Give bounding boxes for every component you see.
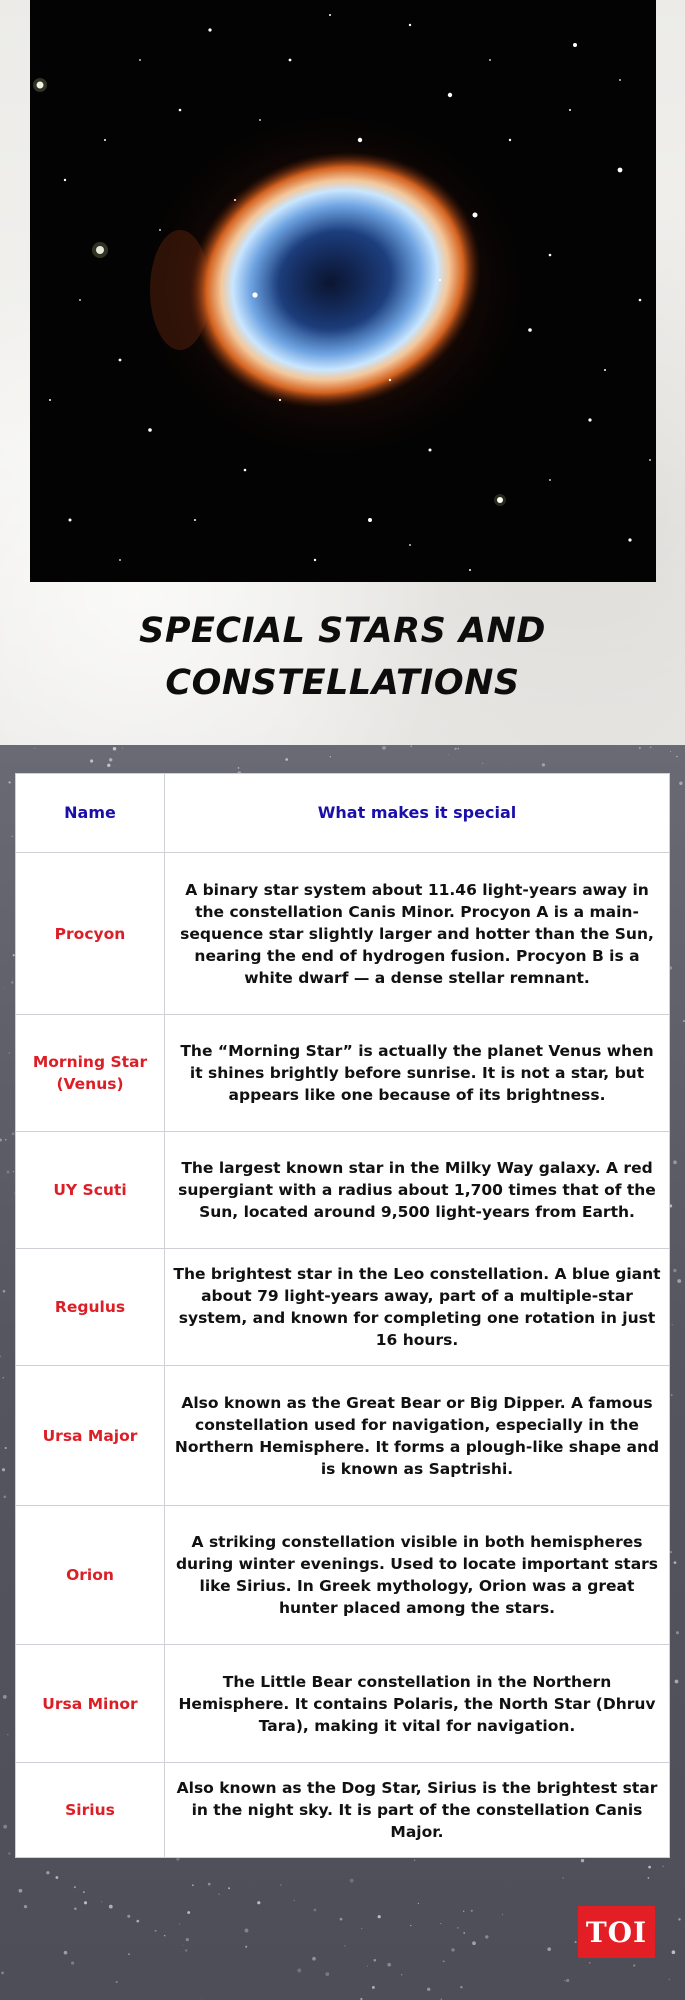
background-speckle <box>7 1734 8 1735</box>
background-speckle <box>101 1901 102 1902</box>
background-speckle <box>9 781 11 783</box>
table-row <box>16 1763 670 1858</box>
background-speckle <box>8 1852 10 1854</box>
background-speckle <box>463 1932 465 1934</box>
header-section <box>0 0 685 745</box>
background-speckle <box>472 1941 476 1945</box>
background-speckle <box>676 756 678 758</box>
background-speckle <box>285 758 288 761</box>
background-speckle <box>482 763 483 764</box>
background-speckle <box>83 1891 85 1893</box>
title-line-2: CONSTELLATIONS <box>165 663 520 703</box>
background-speckle <box>3 1495 6 1498</box>
background-speckle <box>127 1915 130 1918</box>
background-speckle <box>673 1269 676 1272</box>
background-speckle <box>581 1859 584 1862</box>
background-speckle <box>427 1988 430 1991</box>
background-speckle <box>463 1911 464 1912</box>
background-speckle <box>671 1394 673 1396</box>
background-speckle <box>136 1920 139 1923</box>
background-speckle <box>1 1972 4 1975</box>
background-speckle <box>34 748 35 749</box>
star-description: The brightest star in the Leo constellation. A blue giant about 79 light-years away, part of a multiple-star system, and known for completing one rotation in just 16 hours. <box>165 1249 670 1366</box>
background-speckle <box>5 1447 7 1449</box>
table-row <box>16 1645 670 1763</box>
background-speckle <box>440 1923 441 1924</box>
column-header-name: Name <box>16 774 165 853</box>
stars-table <box>15 773 670 1858</box>
star-description: Also known as the Dog Star, Sirius is the brightest star in the night sky. It is part of the constellation Canis Major. <box>165 1763 670 1858</box>
background-speckle <box>182 1945 183 1946</box>
background-speckle <box>55 1876 58 1879</box>
background-speckle <box>672 1324 673 1325</box>
title-line-1: SPECIAL STARS AND <box>139 611 546 651</box>
background-speckle <box>12 836 13 837</box>
table-row <box>16 853 670 1015</box>
background-speckle <box>676 1631 679 1634</box>
background-speckle <box>294 1900 295 1901</box>
background-speckle <box>3 1825 7 1829</box>
background-speckle <box>4 988 5 989</box>
background-speckle <box>71 1962 74 1965</box>
background-speckle <box>575 1941 577 1943</box>
background-speckle <box>411 746 412 747</box>
star-description: A striking constellation visible in both hemispheres during winter evenings. Used to locate important stars like Sirius. In Greek mythology, Orion was a great hunter placed among the stars. <box>165 1506 670 1645</box>
star-name: Morning Star (Venus) <box>16 1015 165 1132</box>
background-speckle <box>410 1925 411 1926</box>
background-speckle <box>208 1883 211 1886</box>
column-header-special: What makes it special <box>165 774 670 853</box>
background-speckle <box>74 1886 76 1888</box>
table-row <box>16 1366 670 1506</box>
background-speckle <box>113 747 117 751</box>
background-speckle <box>564 1980 565 1981</box>
table-row <box>16 1249 670 1366</box>
background-speckle <box>330 756 331 757</box>
background-speckle <box>678 1918 680 1920</box>
background-speckle <box>633 1964 635 1966</box>
background-speckle <box>238 767 240 769</box>
table-header-row <box>16 774 670 853</box>
background-speckle <box>313 1908 316 1911</box>
background-speckle <box>361 1928 362 1929</box>
background-speckle <box>679 782 682 785</box>
background-speckle <box>443 1960 445 1962</box>
background-speckle <box>418 1903 419 1904</box>
background-speckle <box>90 759 93 762</box>
star-description: A binary star system about 11.46 light-years away in the constellation Canis Minor. Procyon A is a main-sequence star slightly larger and hotter than the Sun, nearing the end of hydrogen fusion. Procyon B is a white dwarf — a dense stellar remnant. <box>165 853 670 1015</box>
table-row <box>16 1015 670 1132</box>
background-speckle <box>64 1951 68 1955</box>
background-speckle <box>367 1966 368 1967</box>
background-speckle <box>187 1911 190 1914</box>
background-speckle <box>414 1860 415 1861</box>
page-title <box>0 605 685 709</box>
background-speckle <box>382 746 386 750</box>
background-speckle <box>6 1170 9 1173</box>
star-name: Regulus <box>16 1249 165 1366</box>
background-speckle <box>201 1998 202 1999</box>
background-speckle <box>547 1947 551 1951</box>
background-speckle <box>457 1927 458 1928</box>
background-speckle <box>448 754 449 755</box>
background-speckle <box>639 747 641 749</box>
background-speckle <box>164 1935 166 1937</box>
background-speckle <box>19 1889 23 1893</box>
background-speckle <box>116 1981 118 1983</box>
background-speckle <box>155 1930 157 1932</box>
background-speckle <box>109 1905 113 1909</box>
background-speckle <box>401 1974 402 1975</box>
star-description: The Little Bear constellation in the Northern Hemisphere. It contains Polaris, the North Star (Dhruv Tara), making it vital for navigation. <box>165 1645 670 1763</box>
background-speckle <box>502 1914 503 1915</box>
background-speckle <box>350 1879 354 1883</box>
background-speckle <box>650 746 652 748</box>
background-speckle <box>185 1949 187 1951</box>
background-speckle <box>9 1052 10 1053</box>
background-speckle <box>107 764 110 767</box>
background-speckle <box>374 1959 377 1962</box>
background-speckle <box>566 1979 569 1982</box>
star-name: Sirius <box>16 1763 165 1858</box>
background-speckle <box>668 1979 670 1981</box>
background-speckle <box>3 1290 6 1293</box>
background-speckle <box>280 1884 281 1885</box>
background-speckle <box>218 1894 219 1895</box>
background-speckle <box>122 748 123 749</box>
star-name: Orion <box>16 1506 165 1645</box>
background-speckle <box>677 1279 681 1283</box>
background-speckle <box>485 1935 488 1938</box>
background-speckle <box>674 1561 677 1564</box>
star-description: The largest known star in the Milky Way galaxy. A red supergiant with a radius about 1,700 times that of the Sun, located around 9,500 light-years from Earth. <box>165 1132 670 1249</box>
star-description: Also known as the Great Bear or Big Dipper. A famous constellation used for navigation, especially in the Northern Hemisphere. It forms a plough-like shape and is known as Saptrishi. <box>165 1366 670 1506</box>
star-name: Ursa Minor <box>16 1645 165 1763</box>
background-speckle <box>673 1160 677 1164</box>
background-speckle <box>672 1950 676 1954</box>
ring-nebula-photo <box>30 0 656 582</box>
star-name: Ursa Major <box>16 1366 165 1506</box>
background-speckle <box>340 1918 343 1921</box>
star-name: Procyon <box>16 853 165 1015</box>
background-speckle <box>228 1887 230 1889</box>
background-speckle <box>2 1468 5 1471</box>
background-speckle <box>454 748 456 750</box>
star-description: The “Morning Star” is actually the planet Venus when it shines brightly before sunrise. It is not a star, but appears like one because of its brightness. <box>165 1015 670 1132</box>
background-speckle <box>542 763 545 766</box>
background-speckle <box>297 1968 301 1972</box>
background-speckle <box>325 1972 329 1976</box>
background-speckle <box>2 1377 4 1379</box>
background-speckle <box>372 1986 375 1989</box>
background-speckle <box>675 1680 679 1684</box>
background-speckle <box>46 1871 49 1874</box>
background-speckle <box>451 1948 454 1951</box>
star-name: UY Scuti <box>16 1132 165 1249</box>
background-speckle <box>387 1963 391 1967</box>
background-speckle <box>471 1910 473 1912</box>
background-speckle <box>257 1901 260 1904</box>
background-speckle <box>109 758 112 761</box>
toi-logo: TOI <box>578 1906 655 1958</box>
background-speckle <box>179 1923 180 1924</box>
background-speckle <box>186 1938 189 1941</box>
background-speckle <box>662 1866 664 1868</box>
table-row <box>16 1132 670 1249</box>
background-speckle <box>245 1929 249 1933</box>
background-speckle <box>460 1986 462 1988</box>
background-speckle <box>458 748 459 749</box>
background-speckle <box>84 1901 87 1904</box>
background-speckle <box>24 1905 27 1908</box>
background-speckle <box>670 751 671 752</box>
background-speckle <box>563 1877 564 1878</box>
background-speckle <box>344 1945 345 1946</box>
background-speckle <box>11 981 13 983</box>
background-speckle <box>648 1866 651 1869</box>
background-speckle <box>378 1915 381 1918</box>
background-speckle <box>128 1953 130 1955</box>
background-speckle <box>5 1139 6 1140</box>
table-row <box>16 1506 670 1645</box>
background-speckle <box>74 1908 76 1910</box>
background-speckle <box>3 1695 7 1699</box>
background-speckle <box>648 1877 650 1879</box>
background-speckle <box>245 1946 247 1948</box>
background-speckle <box>13 1171 14 1172</box>
background-speckle <box>589 1962 590 1963</box>
background-speckle <box>192 1884 194 1886</box>
background-speckle <box>312 1957 316 1961</box>
